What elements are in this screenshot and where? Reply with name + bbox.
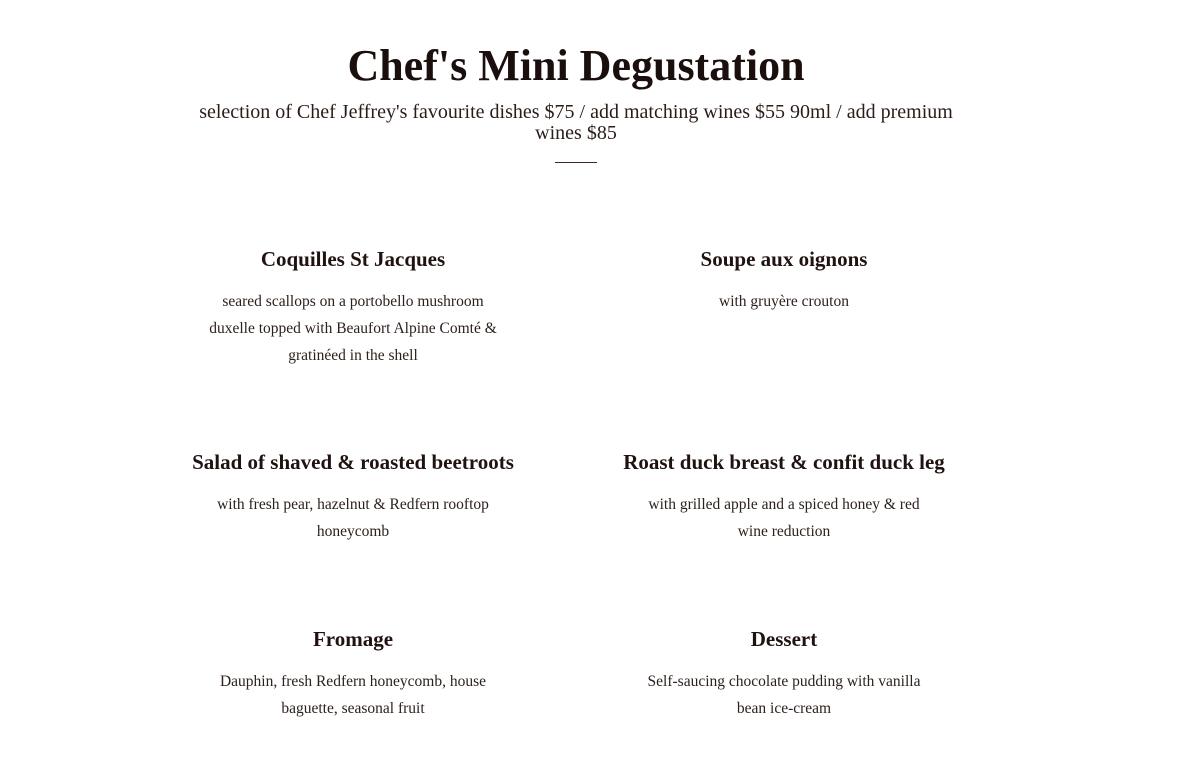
dish-description: Dauphin, fresh Redfern honeycomb, house baguette, seasonal fruit xyxy=(219,673,486,717)
dish-card xyxy=(183,626,523,722)
dish-name: Soupe aux oignons xyxy=(700,247,868,271)
dish-name: Coquilles St Jacques xyxy=(260,247,446,271)
menu-title: Chef's Mini Degustation xyxy=(347,41,805,90)
dish-description: with gruyère crouton xyxy=(719,293,849,310)
dish-name: Dessert xyxy=(750,627,818,651)
dish-description: Self-saucing chocolate pudding with vanilla bean ice-cream xyxy=(647,673,921,717)
dish-description: with grilled apple and a spiced honey & red wine reduction xyxy=(648,496,920,540)
dish-name: Salad of shaved & roasted beetroots xyxy=(192,450,514,474)
dish-card xyxy=(183,246,523,369)
menu-subtitle: selection of Chef Jeffrey's favourite dishes $75 / add matching wines $55 90ml / add premium wines $85 xyxy=(199,101,953,144)
header-divider xyxy=(555,162,597,163)
dish-card xyxy=(614,449,954,545)
dish-name: Roast duck breast & confit duck leg xyxy=(623,450,945,474)
dish-name: Fromage xyxy=(312,627,394,651)
dish-card xyxy=(614,246,954,315)
dish-description: seared scallops on a portobello mushroom duxelle topped with Beaufort Alpine Comté & gratinéed in the shell xyxy=(209,293,497,364)
dish-card xyxy=(183,449,523,545)
dish-card xyxy=(614,626,954,722)
dish-description: with fresh pear, hazelnut & Redfern rooftop honeycomb xyxy=(217,496,489,540)
